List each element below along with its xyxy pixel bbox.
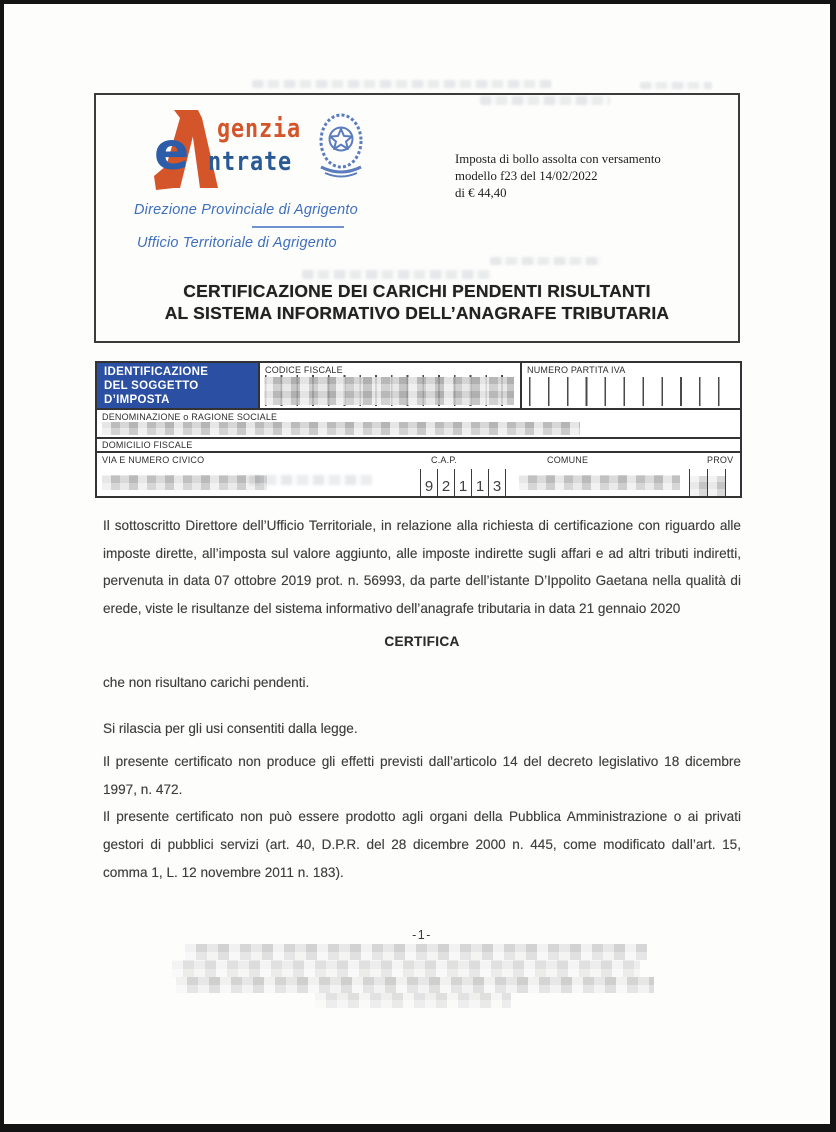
prov-label: PROV bbox=[707, 455, 734, 465]
office-line-2: Ufficio Territoriale di Agrigento bbox=[137, 235, 337, 251]
partita-iva-label: NUMERO PARTITA IVA bbox=[527, 365, 626, 375]
table-divider bbox=[97, 451, 740, 453]
signature-redaction bbox=[315, 993, 511, 1008]
office-underline bbox=[252, 226, 344, 228]
table-divider bbox=[97, 408, 740, 410]
id-panel-line: D’IMPOSTA bbox=[104, 394, 170, 406]
cap-label: C.A.P. bbox=[431, 455, 458, 465]
body-text bbox=[103, 512, 741, 886]
signature-redaction bbox=[172, 960, 640, 977]
bleed-artifact bbox=[249, 475, 373, 485]
logo-word-bottom: ntrate bbox=[208, 147, 292, 177]
cap-digit-cell: 3 bbox=[488, 469, 506, 496]
page-number: -1- bbox=[412, 928, 432, 942]
stamp-line: di € 44,40 bbox=[455, 186, 507, 200]
cap-digit-cell: 9 bbox=[420, 469, 437, 496]
table-divider bbox=[97, 437, 740, 439]
certifica-heading: CERTIFICA bbox=[384, 634, 460, 650]
release-line: Si rilascia per gli usi consentiti dalla legge. bbox=[103, 720, 358, 736]
redacted-comune bbox=[519, 475, 680, 490]
comune-label: COMUNE bbox=[547, 455, 589, 465]
italy-emblem-icon bbox=[313, 109, 369, 185]
body-paragraph-3: Il presente certificato non può essere prodotto agli organi della Pubblica Amministrazione o ai privati gestori di pubblici servizi (art. 40, D.P.R. del 28 dicembre 2000 n. 445, come modificato dall’art. 15, comma 1, L. 12 novembre 2011 n. 183). bbox=[103, 809, 741, 880]
title-line-1: CERTIFICAZIONE DEI CARICHI PENDENTI RISULTANTI bbox=[183, 281, 651, 301]
logo-e-glyph: e bbox=[154, 122, 190, 182]
prov-cell bbox=[689, 469, 707, 496]
title-line-2: AL SISTEMA INFORMATIVO DELL’ANAGRAFE TRIBUTARIA bbox=[164, 302, 670, 323]
cap-field bbox=[420, 469, 506, 496]
bleed-artifact bbox=[252, 80, 552, 88]
logo-word-top: genzia bbox=[217, 114, 301, 144]
form-table bbox=[95, 361, 742, 498]
cap-digit-cell: 1 bbox=[454, 469, 471, 496]
cap-digit-cell: 2 bbox=[437, 469, 454, 496]
codice-fiscale-label: CODICE FISCALE bbox=[265, 365, 343, 375]
body-paragraph-1: Il sottoscritto Direttore dell’Ufficio Territoriale, in relazione alla richiesta di certificazione con riguardo alle imposte dirette, all’imposta sul valore aggiunto, alle imposte indirette sugli affari e ad altri tributi indiretti, pervenuta in data 07 ottobre 2019 prot. n. 56993, da parte dell’istante D’Ippolito Gaetana nella qualità di erede, viste le risultanze del sistema informativo dell’anagrafe tributaria in data 21 gennaio 2020 bbox=[103, 518, 741, 616]
bleed-artifact bbox=[640, 82, 712, 89]
id-panel-line: IDENTIFICAZIONE bbox=[104, 366, 209, 378]
signature-redaction bbox=[176, 977, 654, 993]
domicilio-label: DOMICILIO FISCALE bbox=[102, 440, 193, 450]
redacted-codice-fiscale bbox=[264, 377, 514, 405]
redacted-via bbox=[102, 475, 267, 490]
cap-digit-cell: 1 bbox=[471, 469, 488, 496]
partita-iva-comb bbox=[529, 377, 737, 406]
id-panel-line: DEL SOGGETTO bbox=[104, 380, 199, 392]
prov-field bbox=[689, 469, 726, 496]
prov-cell bbox=[707, 469, 726, 496]
result-line: che non risultano carichi pendenti. bbox=[103, 674, 310, 690]
body-paragraph-2: Il presente certificato non produce gli effetti previsti dall’articolo 14 del decreto legislativo 18 dicembre 1997, n. 472. bbox=[103, 754, 741, 797]
document-page bbox=[4, 4, 830, 1124]
via-label: VIA E NUMERO CIVICO bbox=[102, 455, 205, 465]
stamp-line: modello f23 del 14/02/2022 bbox=[455, 169, 598, 183]
stamp-note bbox=[455, 151, 661, 202]
signature-redaction bbox=[185, 944, 647, 960]
id-panel bbox=[97, 363, 258, 408]
document-title bbox=[94, 281, 740, 324]
stamp-line: Imposta di bollo assolta con versamento bbox=[455, 152, 661, 166]
redacted-denominazione bbox=[102, 422, 580, 435]
table-divider bbox=[520, 363, 522, 408]
office-line-1: Direzione Provinciale di Agrigento bbox=[134, 202, 358, 218]
denominazione-label: DENOMINAZIONE o RAGIONE SOCIALE bbox=[102, 412, 278, 422]
table-divider bbox=[258, 363, 260, 408]
